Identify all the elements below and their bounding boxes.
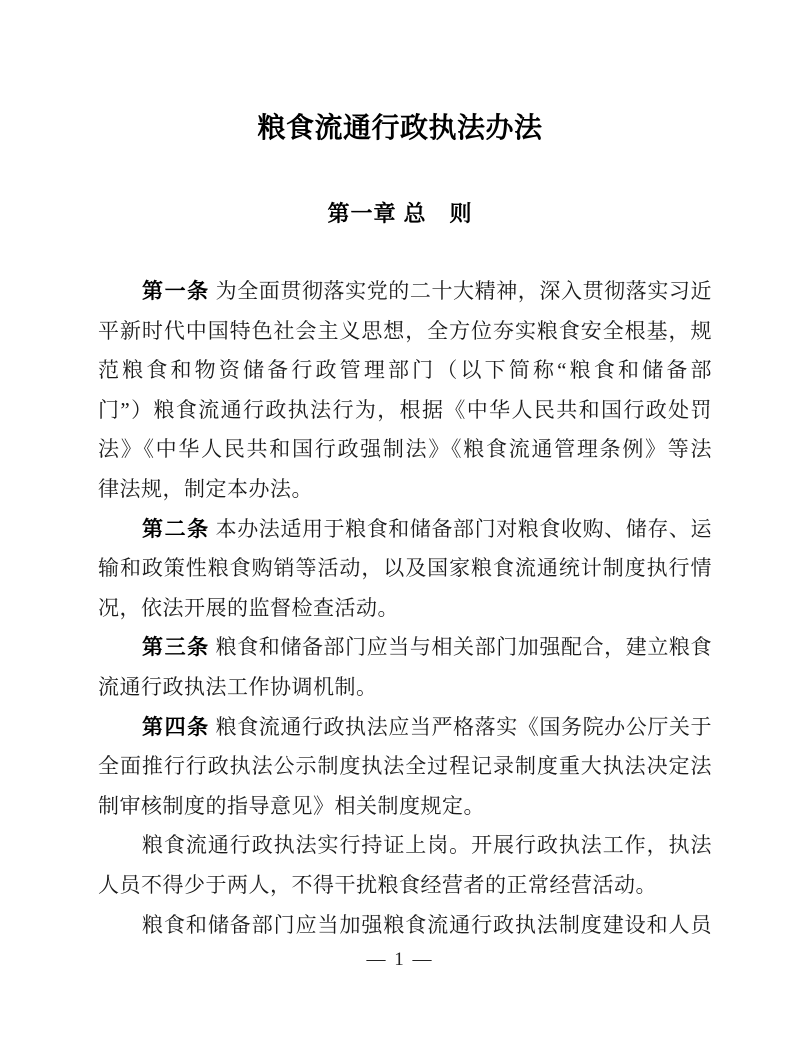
body-line: 第三条 粮食和储备部门应当与相关部门加强配合，建立粮食 — [142, 635, 712, 660]
article-number: 第三条 — [142, 636, 210, 660]
body-line: 全面推行行政执法公示制度执法全过程记录制度重大执法决定法 — [98, 754, 712, 779]
body-line: 粮食和储备部门应当加强粮食流通行政执法制度建设和人员 — [142, 912, 712, 937]
body-line: 况，依法开展的监督检查活动。 — [98, 595, 399, 620]
article-number: 第二条 — [142, 517, 210, 541]
body-line: 流通行政执法工作协调机制。 — [98, 674, 378, 699]
page-number: — 1 — — [366, 949, 434, 970]
body-line: 第四条 粮食流通行政执法应当严格落实《国务院办公厅关于 — [142, 714, 712, 739]
body-line: 制审核制度的指导意见》相关制度规定。 — [98, 793, 485, 818]
body-line: 法》《中华人民共和国行政强制法》《粮食流通管理条例》等法 — [98, 437, 712, 462]
body-line: 粮食流通行政执法实行持证上岗。开展行政执法工作，执法 — [142, 833, 712, 858]
body-line: 律法规，制定本办法。 — [98, 476, 313, 501]
body-line: 门”）粮食流通行政执法行为，根据《中华人民共和国行政处罚 — [98, 397, 712, 422]
body-line: 输和政策性粮食购销等活动，以及国家粮食流通统计制度执行情 — [98, 556, 712, 581]
body-line: 第二条 本办法适用于粮食和储备部门对粮食收购、储存、运 — [142, 516, 712, 541]
body-line: 第一条 为全面贯彻落实党的二十大精神，深入贯彻落实习近 — [142, 279, 712, 303]
document-body — [98, 272, 712, 945]
body-line: 平新时代中国特色社会主义思想，全方位夯实粮食安全根基，规 — [98, 318, 712, 343]
document-title: 粮食流通行政执法办法 — [257, 113, 543, 144]
body-line: 范粮食和物资储备行政管理部门（以下简称“粮食和储备部 — [98, 358, 712, 383]
chapter-heading: 第一章 总 则 — [327, 201, 473, 226]
article-number: 第四条 — [142, 715, 210, 739]
body-line: 人员不得少于两人，不得干扰粮食经营者的正常经营活动。 — [98, 872, 657, 897]
article-number: 第一条 — [142, 280, 210, 303]
